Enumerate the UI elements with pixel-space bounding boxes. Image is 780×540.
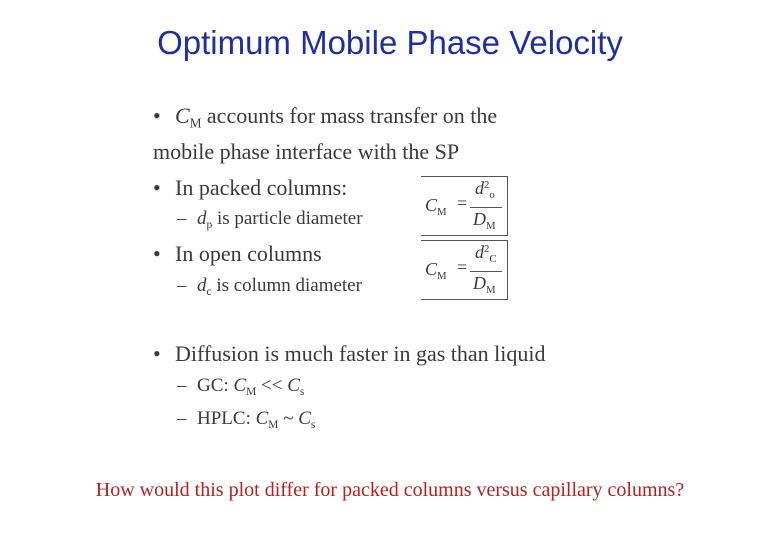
sub-bullet-column-diameter [177,275,362,297]
bullet-text: mobile phase interface with the SP [153,139,460,164]
cs-subscript: s [299,385,305,398]
equation-packed-columns [421,176,508,236]
cs-symbol: C [298,408,311,429]
dash: – [177,408,187,429]
fraction-bar [470,207,502,208]
bullet-text: accounts for mass transfer on the [206,103,498,128]
dash: – [177,375,187,396]
eq-lhs: C [425,195,438,215]
fraction-bar [470,271,502,272]
bullet-text: In open columns [175,241,322,266]
equation-open-columns [421,240,508,300]
eq-numerator: d [475,178,484,198]
bullet-cm-mass-transfer [153,103,497,129]
bullet-dot: • [153,175,161,200]
eq-denominator-subscript: M [486,283,496,296]
discussion-question: How would this plot differ for packed columns versus capillary columns? [95,479,685,501]
bullet-open-columns [153,241,322,267]
sub-bullet-particle-diameter [177,208,363,230]
bullet-packed-columns [153,175,347,201]
eq-lhs: C [425,259,438,279]
cm-subscript: M [268,418,279,431]
cs-symbol: C [287,375,300,396]
eq-equals: = [457,257,468,277]
relation: << [256,375,288,396]
cm-subscript: M [246,385,257,398]
cm-symbol: C [233,375,247,396]
bullet-dot: • [153,341,161,366]
hplc-prefix: HPLC: [197,408,256,429]
sub-bullet-text: is column diameter [216,275,362,296]
bullet-text: In packed columns: [175,175,348,200]
eq-denominator: D [473,273,486,293]
eq-numerator-exponent: 2 [484,243,490,256]
gc-prefix: GC: [197,375,234,396]
dp-subscript: p [206,218,213,231]
cm-symbol: C [255,408,269,429]
dc-symbol: d [197,275,207,296]
eq-lhs-subscript: M [437,269,447,282]
bullet-diffusion [153,341,546,367]
bullet-dot: • [153,103,161,128]
bullet-text: Diffusion is much faster in gas than liquid [175,341,546,366]
dash: – [177,275,187,296]
dc-subscript: c [206,285,212,298]
eq-numerator-subscript: C [489,252,497,265]
sub-bullet-text: is particle diameter [216,208,363,229]
sub-bullet-hplc [177,408,315,430]
eq-numerator: d [475,242,484,262]
eq-denominator-subscript: M [486,219,496,232]
cm-subscript: M [189,115,202,131]
eq-denominator: D [473,209,486,229]
dp-symbol: d [197,208,207,229]
dash: – [177,208,187,229]
eq-equals: = [457,193,468,213]
sub-bullet-gc [177,375,304,397]
cs-subscript: s [310,418,316,431]
slide-title: Optimum Mobile Phase Velocity [157,24,623,61]
eq-lhs-subscript: M [437,205,447,218]
eq-numerator-subscript: o [489,188,495,201]
relation: ~ [278,408,299,429]
bullet-continuation [153,139,459,165]
cm-symbol: C [175,103,190,128]
eq-numerator-exponent: 2 [484,179,490,192]
bullet-dot: • [153,241,161,266]
